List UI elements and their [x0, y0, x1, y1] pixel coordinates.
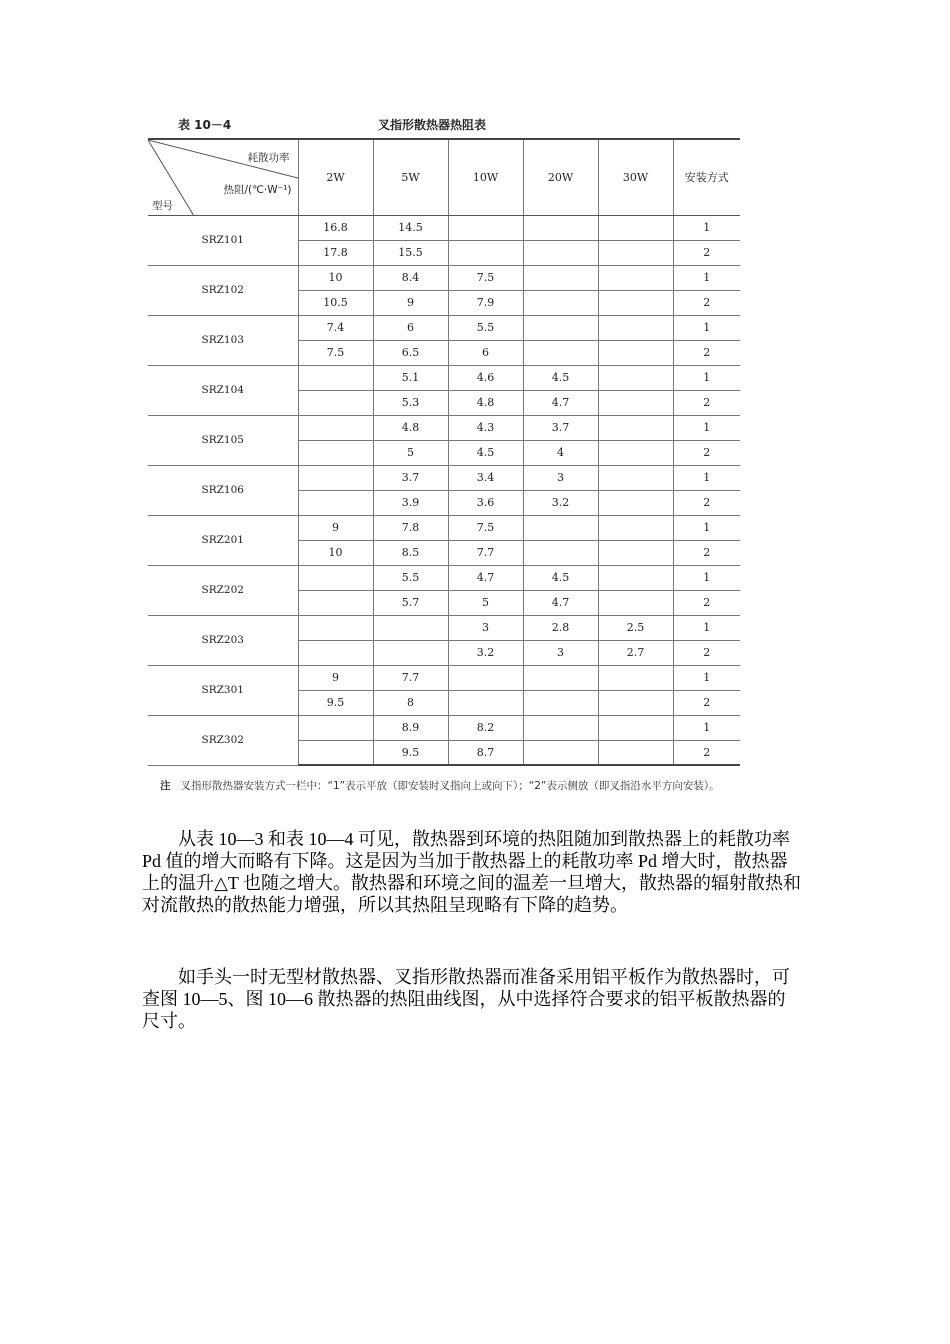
- value-cell: 2.8: [523, 615, 598, 640]
- value-cell: 16.8: [298, 215, 373, 240]
- value-cell: 4.3: [448, 415, 523, 440]
- header-model-label: 型号: [152, 200, 173, 212]
- mount-cell: 2: [673, 590, 740, 615]
- mount-cell: 1: [673, 665, 740, 690]
- mount-cell: 2: [673, 240, 740, 265]
- value-cell: [298, 740, 373, 765]
- value-cell: 9.5: [373, 740, 448, 765]
- value-cell: [598, 690, 673, 715]
- value-cell: 8.2: [448, 715, 523, 740]
- table-row: [148, 265, 740, 290]
- note-tag: 注: [160, 780, 171, 792]
- value-cell: 14.5: [373, 215, 448, 240]
- value-cell: 4.7: [448, 565, 523, 590]
- mount-cell: 2: [673, 740, 740, 765]
- table-title: 叉指形散热器热阻表: [378, 118, 487, 132]
- value-cell: 5.5: [448, 315, 523, 340]
- mount-cell: 1: [673, 615, 740, 640]
- column-header: 10W: [448, 139, 523, 215]
- value-cell: [598, 240, 673, 265]
- value-cell: 5.3: [373, 390, 448, 415]
- mount-cell: 2: [673, 290, 740, 315]
- table-caption: [148, 114, 740, 134]
- value-cell: 4.7: [523, 390, 598, 415]
- value-cell: [373, 640, 448, 665]
- model-cell: SRZ102: [148, 265, 298, 315]
- value-cell: [298, 590, 373, 615]
- value-cell: [598, 265, 673, 290]
- value-cell: [298, 565, 373, 590]
- table-row: [148, 365, 740, 390]
- value-cell: [523, 265, 598, 290]
- value-cell: 4.8: [448, 390, 523, 415]
- note-text: 叉指形散热器安装方式一栏中：“1”表示平放（即安装时叉指向上或向下）；“2”表示侧放（即叉指沿水平方向安装）。: [180, 780, 720, 792]
- column-header: 30W: [598, 139, 673, 215]
- value-cell: 6: [373, 315, 448, 340]
- model-cell: SRZ106: [148, 465, 298, 515]
- value-cell: 4.5: [448, 440, 523, 465]
- thermal-resistance-table: [148, 138, 740, 766]
- table-row: [148, 515, 740, 540]
- value-cell: [448, 240, 523, 265]
- mount-cell: 2: [673, 340, 740, 365]
- value-cell: 5: [448, 590, 523, 615]
- value-cell: [523, 515, 598, 540]
- value-cell: [448, 215, 523, 240]
- header-power-label: 耗散功率: [247, 152, 290, 164]
- mount-cell: 1: [673, 465, 740, 490]
- table-row: [148, 665, 740, 690]
- value-cell: [298, 365, 373, 390]
- value-cell: 3.4: [448, 465, 523, 490]
- model-cell: SRZ101: [148, 215, 298, 265]
- table-row: [148, 215, 740, 240]
- body-paragraph: 从表 10—3 和表 10—4 可见，散热器到环境的热阻随加到散热器上的耗散功率 Pd 值的增大而略有下降。这是因为当加于散热器上的耗散功率 Pd 增大时，散热器上的温升△T 也随之增大。散热器和环境之间的温差一旦增大，散热器的辐射散热和对流散热的散热能力增强，所以其热阻呈现略有下降的趋势。: [142, 829, 802, 915]
- value-cell: [598, 590, 673, 615]
- value-cell: 9: [373, 290, 448, 315]
- mount-cell: 1: [673, 515, 740, 540]
- value-cell: 3.2: [523, 490, 598, 515]
- value-cell: [298, 415, 373, 440]
- value-cell: 5.5: [373, 565, 448, 590]
- value-cell: 3.9: [373, 490, 448, 515]
- value-cell: 2.5: [598, 615, 673, 640]
- value-cell: [598, 390, 673, 415]
- value-cell: [598, 740, 673, 765]
- table-body: [148, 215, 740, 765]
- model-cell: SRZ105: [148, 415, 298, 465]
- table-row: [148, 315, 740, 340]
- mount-cell: 2: [673, 540, 740, 565]
- mount-cell: 1: [673, 215, 740, 240]
- value-cell: 3.2: [448, 640, 523, 665]
- value-cell: [598, 365, 673, 390]
- value-cell: 2.7: [598, 640, 673, 665]
- table-row: [148, 465, 740, 490]
- value-cell: [298, 390, 373, 415]
- value-cell: [598, 415, 673, 440]
- table-row: [148, 565, 740, 590]
- value-cell: 5: [373, 440, 448, 465]
- value-cell: [523, 715, 598, 740]
- value-cell: 3.6: [448, 490, 523, 515]
- value-cell: 8.4: [373, 265, 448, 290]
- value-cell: [598, 715, 673, 740]
- value-cell: 7.5: [448, 265, 523, 290]
- value-cell: 6.5: [373, 340, 448, 365]
- value-cell: 3: [523, 465, 598, 490]
- value-cell: 17.8: [298, 240, 373, 265]
- model-cell: SRZ103: [148, 315, 298, 365]
- value-cell: 10: [298, 265, 373, 290]
- value-cell: [373, 615, 448, 640]
- value-cell: [298, 640, 373, 665]
- table-header-row: [148, 139, 740, 215]
- value-cell: 10: [298, 540, 373, 565]
- mount-cell: 2: [673, 640, 740, 665]
- value-cell: 3: [448, 615, 523, 640]
- mount-cell: 1: [673, 365, 740, 390]
- model-cell: SRZ201: [148, 515, 298, 565]
- column-header: 20W: [523, 139, 598, 215]
- value-cell: 4.7: [523, 590, 598, 615]
- table-number: 表 10－4: [178, 118, 232, 132]
- model-cell: SRZ104: [148, 365, 298, 415]
- value-cell: 4.5: [523, 565, 598, 590]
- value-cell: 3.7: [373, 465, 448, 490]
- value-cell: [298, 490, 373, 515]
- table-row: [148, 415, 740, 440]
- value-cell: 9: [298, 515, 373, 540]
- value-cell: 4.5: [523, 365, 598, 390]
- table-note: [160, 776, 750, 796]
- mount-cell: 1: [673, 315, 740, 340]
- mount-cell: 2: [673, 390, 740, 415]
- value-cell: 5.1: [373, 365, 448, 390]
- value-cell: 9: [298, 665, 373, 690]
- value-cell: 7.5: [298, 340, 373, 365]
- model-cell: SRZ202: [148, 565, 298, 615]
- value-cell: [448, 665, 523, 690]
- table-row: [148, 715, 740, 740]
- mount-cell: 1: [673, 265, 740, 290]
- value-cell: 6: [448, 340, 523, 365]
- mount-cell: 1: [673, 415, 740, 440]
- value-cell: 8.7: [448, 740, 523, 765]
- table-row: [148, 615, 740, 640]
- value-cell: [598, 515, 673, 540]
- mount-cell: 2: [673, 440, 740, 465]
- value-cell: 10.5: [298, 290, 373, 315]
- value-cell: [298, 715, 373, 740]
- value-cell: [298, 465, 373, 490]
- mount-cell: 1: [673, 715, 740, 740]
- value-cell: [523, 540, 598, 565]
- value-cell: [523, 290, 598, 315]
- diagonal-header-cell: [148, 139, 298, 215]
- value-cell: 4.6: [448, 365, 523, 390]
- value-cell: [523, 665, 598, 690]
- value-cell: 7.8: [373, 515, 448, 540]
- value-cell: 7.7: [373, 665, 448, 690]
- mount-cell: 2: [673, 690, 740, 715]
- value-cell: 7.9: [448, 290, 523, 315]
- value-cell: [298, 440, 373, 465]
- column-header: 安装方式: [673, 139, 740, 215]
- value-cell: 9.5: [298, 690, 373, 715]
- value-cell: [598, 440, 673, 465]
- column-header: 5W: [373, 139, 448, 215]
- value-cell: 7.7: [448, 540, 523, 565]
- value-cell: [523, 215, 598, 240]
- value-cell: 3.7: [523, 415, 598, 440]
- value-cell: 8.5: [373, 540, 448, 565]
- value-cell: [598, 565, 673, 590]
- model-cell: SRZ203: [148, 615, 298, 665]
- value-cell: 8.9: [373, 715, 448, 740]
- value-cell: 5.7: [373, 590, 448, 615]
- value-cell: [448, 690, 523, 715]
- value-cell: [523, 315, 598, 340]
- header-resistance-label: 热阻/(℃·W⁻¹): [223, 184, 292, 196]
- mount-cell: 2: [673, 490, 740, 515]
- value-cell: [598, 340, 673, 365]
- column-header: 2W: [298, 139, 373, 215]
- value-cell: [598, 465, 673, 490]
- value-cell: 3: [523, 640, 598, 665]
- value-cell: 7.4: [298, 315, 373, 340]
- value-cell: [598, 290, 673, 315]
- value-cell: [598, 665, 673, 690]
- value-cell: 4.8: [373, 415, 448, 440]
- model-cell: SRZ301: [148, 665, 298, 715]
- value-cell: [523, 240, 598, 265]
- value-cell: [523, 690, 598, 715]
- value-cell: 15.5: [373, 240, 448, 265]
- value-cell: 8: [373, 690, 448, 715]
- value-cell: [598, 315, 673, 340]
- value-cell: [598, 215, 673, 240]
- value-cell: [523, 340, 598, 365]
- body-paragraph: 如手头一时无型材散热器、叉指形散热器而准备采用铝平板作为散热器时，可查图 10—5、图 10—6 散热器的热阻曲线图，从中选择符合要求的铝平板散热器的尺寸。: [142, 967, 790, 1031]
- value-cell: [523, 740, 598, 765]
- mount-cell: 1: [673, 565, 740, 590]
- model-cell: SRZ302: [148, 715, 298, 765]
- value-cell: 7.5: [448, 515, 523, 540]
- value-cell: [598, 490, 673, 515]
- value-cell: [298, 615, 373, 640]
- value-cell: [598, 540, 673, 565]
- value-cell: 4: [523, 440, 598, 465]
